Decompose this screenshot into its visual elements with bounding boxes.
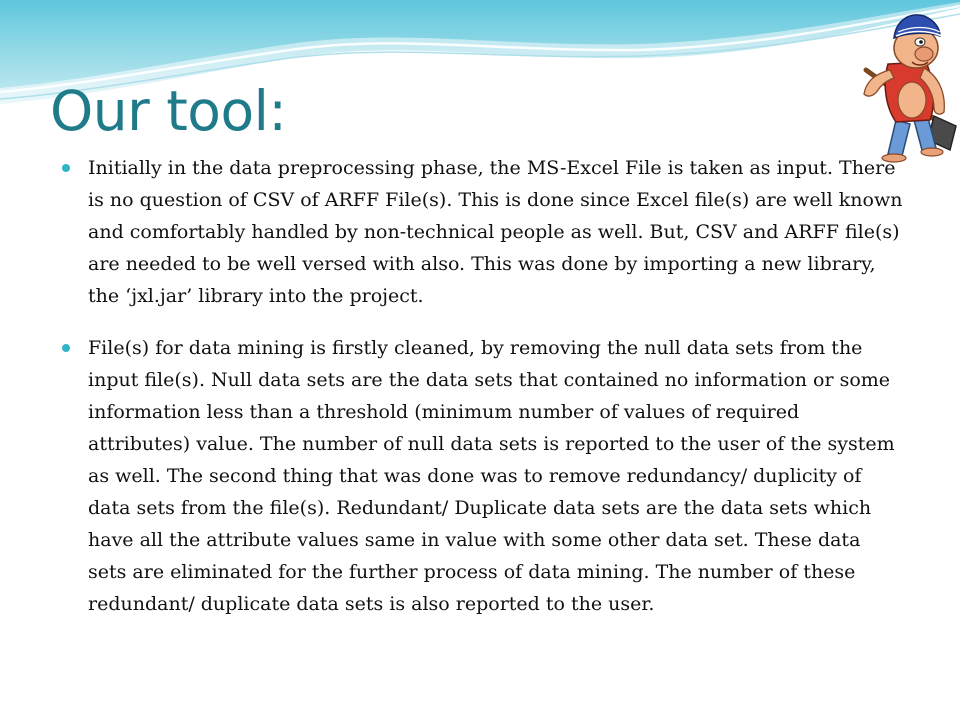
bullet-text: Initially in the data preprocessing phase, the MS-Excel File is taken as input. There is no question of CSV of ARFF File(s). This is done since Excel file(s) are well known and comfortably handled by non-technical people as well. But, CSV and ARFF file(s) are needed to be well versed with also. This was done by importing a new library, the ‘jxl.jar’ library into the project. (88, 157, 903, 307)
bullet-dot-icon (62, 164, 70, 172)
bullet-list (62, 152, 904, 620)
bullet-item (62, 332, 904, 620)
bullet-dot-icon (62, 344, 70, 352)
bullet-text: File(s) for data mining is firstly cleaned, by removing the null data sets from the input file(s). Null data sets are the data sets that contained no information or some information less than a threshold (minimum number of values of required attributes) value. The number of null data sets is reported to the user of the system as well. The second thing that was done was to remove redundancy/ duplicity of data sets from the file(s). Redundant/ Duplicate data sets are the data sets which have all the attribute values same in value with some other data set. These data sets are eliminated for the further process of data mining. The number of these redundant/ duplicate data sets is also reported to the user. (88, 337, 895, 615)
cartoon-man-with-shovel (852, 8, 960, 164)
slide-title: Our tool: (50, 79, 287, 143)
slide-body (62, 152, 904, 640)
bullet-item (62, 152, 904, 312)
